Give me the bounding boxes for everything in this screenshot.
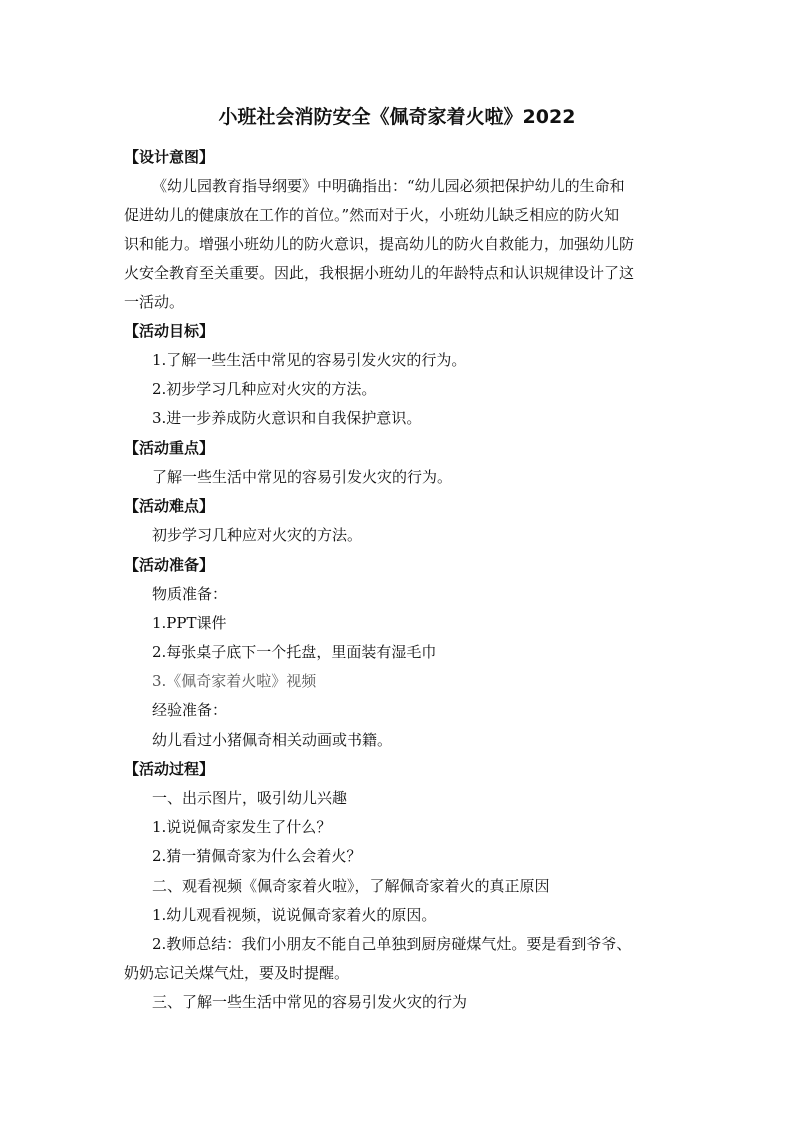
key-point-text: 了解一些生活中常见的容易引发火灾的行为。 <box>152 468 453 486</box>
section-heading-design: 【设计意图】 <box>124 148 215 166</box>
paragraph-line: 一活动。 <box>124 293 185 311</box>
material-item: 1.PPT课件 <box>152 614 227 632</box>
material-label: 物质准备： <box>152 585 228 603</box>
section-heading-key: 【活动重点】 <box>124 439 215 457</box>
experience-label: 经验准备： <box>152 701 228 719</box>
process-line: 一、出示图片，吸引幼儿兴趣 <box>152 789 348 807</box>
section-heading-process: 【活动过程】 <box>124 760 215 778</box>
section-heading-prep: 【活动准备】 <box>124 556 215 574</box>
goal-item: 2.初步学习几种应对火灾的方法。 <box>152 380 377 398</box>
process-line: 1.说说佩奇家发生了什么？ <box>152 818 332 836</box>
process-line: 2.猜一猜佩奇家为什么会着火？ <box>152 847 362 865</box>
process-line: 二、观看视频《佩奇家着火啦》，了解佩奇家着火的真正原因 <box>152 877 550 895</box>
paragraph-line: 识和能力。增强小班幼儿的防火意识，提高幼儿的防火自救能力，加强幼儿防 <box>124 235 635 253</box>
process-line: 1.幼儿观看视频，说说佩奇家着火的原因。 <box>152 906 437 924</box>
process-line: 三、了解一些生活中常见的容易引发火灾的行为 <box>152 993 468 1011</box>
paragraph-line: 促进幼儿的健康放在工作的首位。”然而对于火，小班幼儿缺乏相应的防火知 <box>124 206 620 224</box>
document-title: 小班社会消防安全《佩奇家着火啦》2022 <box>218 106 576 128</box>
process-line: 2.教师总结：我们小朋友不能自己单独到厨房碰煤气灶。要是看到爷爷、 <box>152 935 632 953</box>
material-item: 3.《佩奇家着火啦》视频 <box>152 672 317 690</box>
material-item: 2.每张桌子底下一个托盘，里面装有湿毛巾 <box>152 643 437 661</box>
goal-item: 1.了解一些生活中常见的容易引发火灾的行为。 <box>152 351 467 369</box>
difficulty-text: 初步学习几种应对火灾的方法。 <box>152 526 363 544</box>
section-heading-goals: 【活动目标】 <box>124 322 215 340</box>
paragraph-line: 《幼儿园教育指导纲要》中明确指出：“幼儿园必须把保护幼儿的生命和 <box>152 177 625 195</box>
experience-text: 幼儿看过小猪佩奇相关动画或书籍。 <box>152 731 393 749</box>
process-line: 奶奶忘记关煤气灶，要及时提醒。 <box>124 964 350 982</box>
section-heading-difficulty: 【活动难点】 <box>124 497 215 515</box>
goal-item: 3.进一步养成防火意识和自我保护意识。 <box>152 409 422 427</box>
paragraph-line: 火安全教育至关重要。因此，我根据小班幼儿的年龄特点和认识规律设计了这 <box>124 264 635 282</box>
